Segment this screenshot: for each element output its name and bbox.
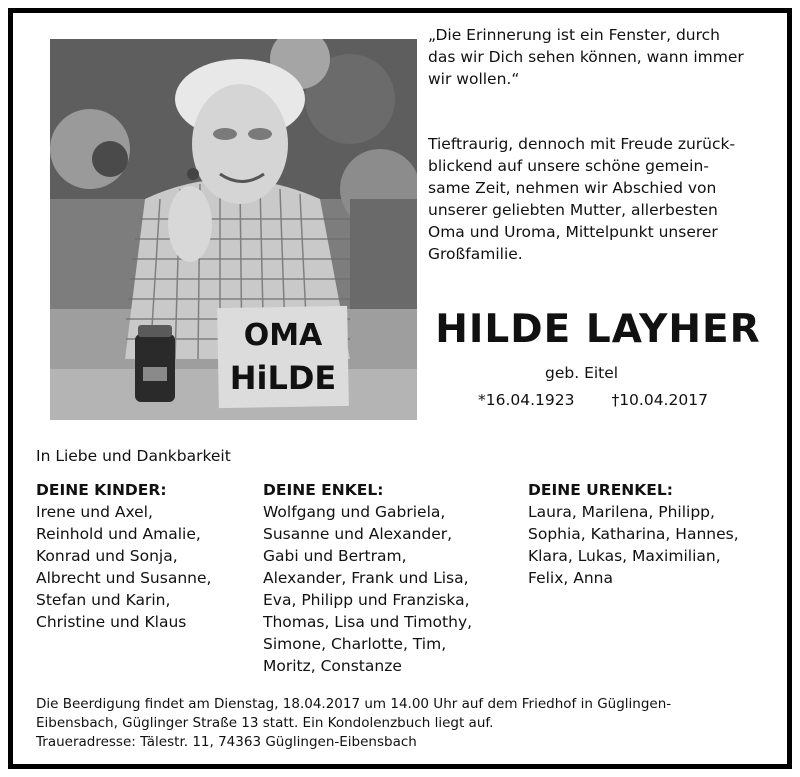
portrait-photo: [50, 39, 417, 420]
funeral-info-line: Eibensbach, Güglinger Straße 13 statt. Ein Kondolenzbuch liegt auf.: [36, 715, 494, 731]
mourner-line: Alexander, Frank und Lisa,: [263, 569, 469, 587]
mourner-line: Sophia, Katharina, Hannes,: [528, 525, 739, 543]
death-date: †10.04.2017: [611, 391, 708, 409]
mourner-line: Susanne und Alexander,: [263, 525, 453, 543]
mourner-line: Konrad und Sonja,: [36, 547, 178, 565]
mourning-message: Tieftraurig, dennoch mit Freude zurück- blickend auf unsere schöne gemein- same Zeit, nehmen wir Abschied von unserer geliebten Mutter, allerbesten Oma und Uroma, Mittelpunkt unserer Großfamilie.: [428, 135, 736, 263]
deceased-name: HILDE LAYHER: [435, 307, 761, 352]
group-heading: DEINE URENKEL:: [528, 481, 673, 499]
funeral-details: [36, 695, 766, 752]
group-heading: DEINE KINDER:: [36, 481, 167, 499]
birth-date: *16.04.1923: [478, 391, 575, 409]
mourning-address: Traueradresse: Tälestr. 11, 74363 Güglingen-Eibensbach: [36, 734, 417, 750]
mourner-line: Wolfgang und Gabriela,: [263, 503, 446, 521]
birth-name: geb. Eitel: [545, 364, 619, 382]
mourner-line: Albrecht und Susanne,: [36, 569, 212, 587]
mourner-line: Reinhold und Amalie,: [36, 525, 201, 543]
mourner-line: Stefan und Karin,: [36, 591, 171, 609]
mourner-line: Irene und Axel,: [36, 503, 153, 521]
sign-text-line1: OMA: [243, 318, 323, 353]
mourners-grandchildren: [263, 479, 472, 677]
group-heading: DEINE ENKEL:: [263, 481, 384, 499]
mourner-line: Eva, Philipp und Franziska,: [263, 591, 470, 609]
mourners-great-grandchildren: [528, 479, 739, 589]
intro-line: In Liebe und Dankbarkeit: [36, 447, 231, 465]
mourner-line: Moritz, Constanze: [263, 657, 402, 675]
funeral-info-line: Die Beerdigung findet am Dienstag, 18.04.2017 um 14.00 Uhr auf dem Friedhof in Güglingen-: [36, 696, 672, 712]
mourner-line: Thomas, Lisa und Timothy,: [263, 613, 473, 631]
mourner-line: Simone, Charlotte, Tim,: [263, 635, 447, 653]
mourner-line: Klara, Lukas, Maximilian,: [528, 547, 721, 565]
life-dates: [478, 391, 708, 409]
mourner-line: Gabi und Bertram,: [263, 547, 407, 565]
mourner-line: Felix, Anna: [528, 569, 613, 587]
mourner-line: Laura, Marilena, Philipp,: [528, 503, 715, 521]
mourner-line: Christine und Klaus: [36, 613, 187, 631]
sign-text-line2: HiLDE: [229, 359, 337, 397]
mourners-children: [36, 479, 211, 633]
memorial-quote: „Die Erinnerung ist ein Fenster, durch das wir Dich sehen können, wann immer wir wollen.“: [428, 26, 744, 88]
